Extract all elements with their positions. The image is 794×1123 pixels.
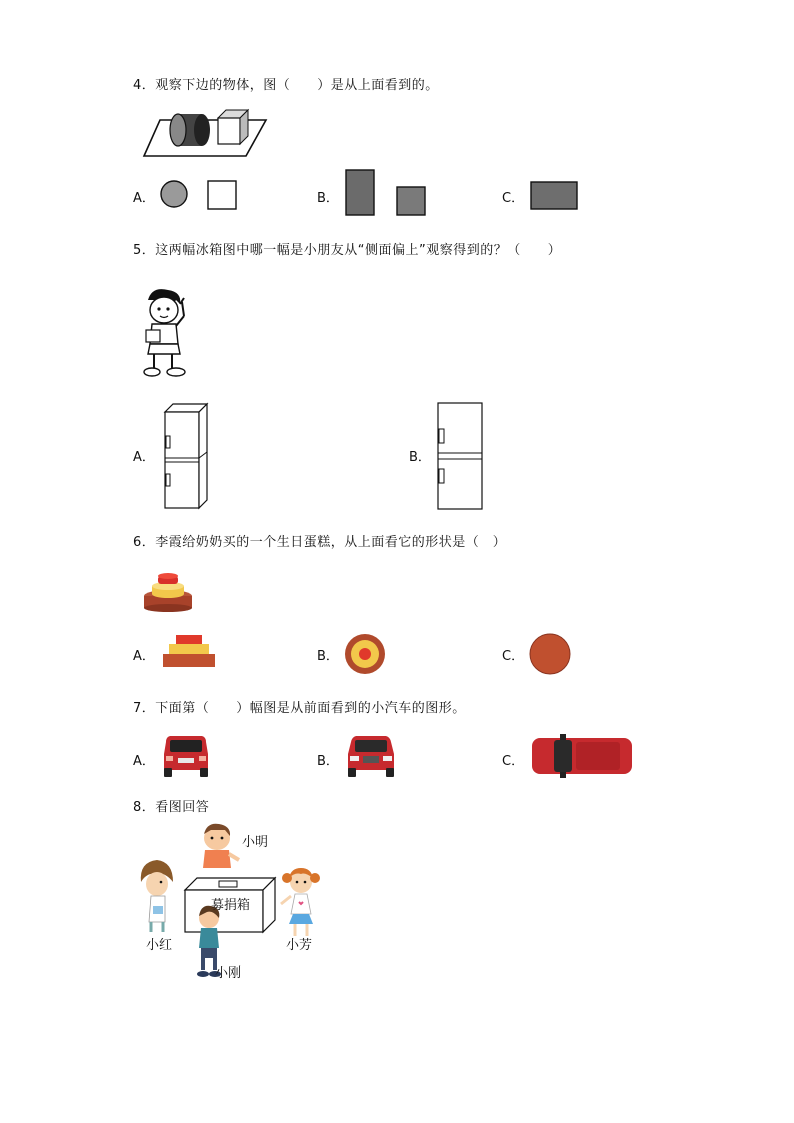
q4-option-a-label: A．	[133, 191, 155, 206]
name-xiaoming: 小明	[242, 835, 269, 850]
cake-figure	[142, 570, 194, 612]
question-6-text	[133, 531, 506, 550]
q4-option-c-figure[interactable]	[529, 180, 579, 212]
question-stem: 这两幅冰箱图中哪一幅是小朋友从“侧面偏上”观察得到的？（ ）	[155, 243, 562, 258]
question-stem: 下面第（ ）幅图是从前面看到的小汽车的图形。	[155, 701, 466, 716]
q5-option-a-label: A．	[133, 450, 155, 465]
question-number: 8．	[133, 800, 156, 815]
q4-objects-figure	[140, 100, 270, 160]
q7-option-c-car-top[interactable]	[530, 732, 636, 780]
question-4-text	[133, 74, 439, 93]
q6-option-b-label: B．	[317, 649, 339, 664]
q6-option-b-figure[interactable]	[343, 632, 387, 676]
q7-option-a-label: A．	[133, 754, 155, 769]
child-figure-icon	[138, 286, 194, 380]
q6-option-a-figure[interactable]	[162, 633, 216, 669]
question-number: 6．	[133, 535, 156, 550]
donation-box-label: 募捐箱	[211, 898, 251, 913]
q4-option-a-figure[interactable]	[158, 178, 240, 212]
q5-option-b-label: B．	[409, 450, 431, 465]
name-xiaogang: 小刚	[215, 966, 242, 981]
question-number: 7．	[133, 701, 156, 716]
q5-option-b-fridge[interactable]	[436, 401, 486, 511]
question-stem: 看图回答	[155, 800, 210, 815]
question-8-text	[133, 796, 209, 815]
q6-option-c-label: C．	[502, 649, 525, 664]
q6-option-a-label: A．	[133, 649, 155, 664]
question-stem: 李霞给奶奶买的一个生日蛋糕，从上面看它的形状是（ ）	[155, 535, 507, 550]
q4-option-c-label: C．	[502, 191, 525, 206]
q7-option-a-car-back[interactable]	[160, 732, 212, 780]
q7-option-c-label: C．	[502, 754, 525, 769]
question-5-text	[133, 239, 561, 258]
question-7-text	[133, 697, 466, 716]
question-stem: 观察下边的物体，图（ ）是从上面看到的。	[155, 78, 439, 93]
question-number: 4．	[133, 78, 156, 93]
q6-option-c-figure[interactable]	[528, 632, 572, 676]
q4-option-b-figure[interactable]	[344, 168, 430, 218]
name-xiaohong: 小红	[146, 938, 173, 953]
q5-option-a-fridge[interactable]	[163, 402, 211, 510]
question-number: 5．	[133, 243, 156, 258]
q4-option-b-label: B．	[317, 191, 339, 206]
q7-option-b-label: B．	[317, 754, 339, 769]
name-xiaofang: 小芳	[286, 938, 313, 953]
q7-option-b-car-front[interactable]	[344, 732, 398, 780]
